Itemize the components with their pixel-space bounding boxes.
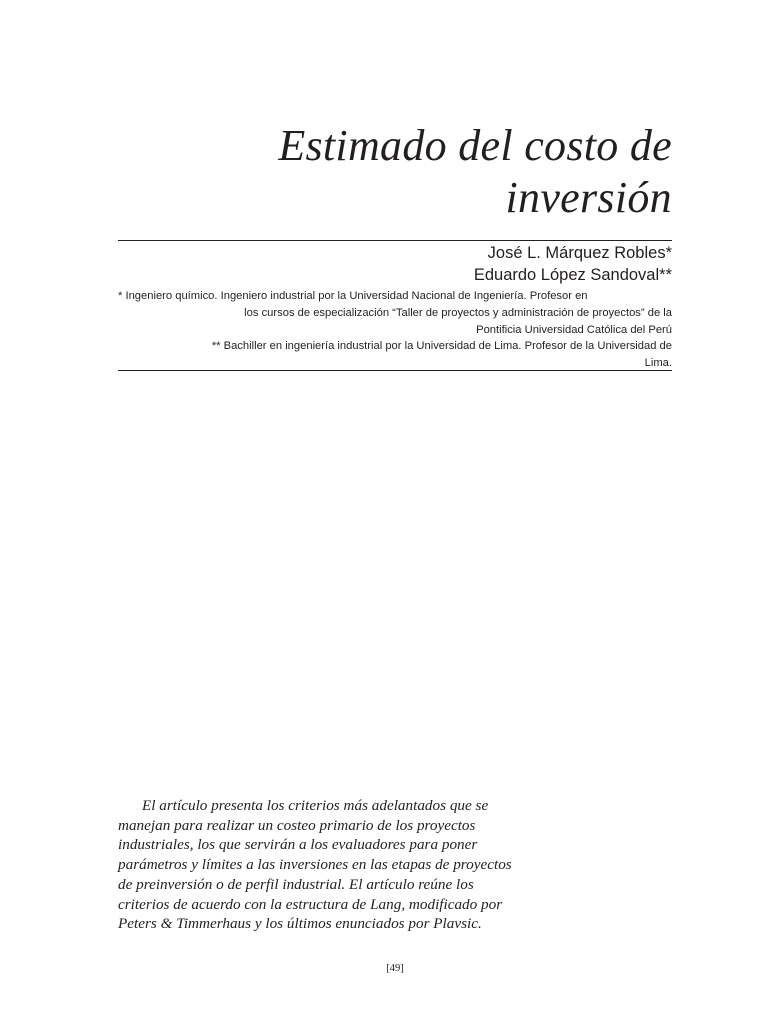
top-divider [118,240,672,241]
author-2: Eduardo López Sandoval** [473,266,672,284]
affiliation-first-line-2: los cursos de especialización “Taller de proyectos y administración de proyectos” de la [244,307,672,319]
abstract-line-4: parámetros y límites a las inversiones en las etapas de proyectos [118,856,512,874]
abstract-line-2: manejan para realizar un costeo primario de los proyectos [118,816,476,834]
article-title [118,120,672,224]
abstract-line-1: El artículo presenta los criterios más adelantados que se [142,797,489,814]
article-title-line-2: inversión [505,173,672,222]
article-title-line-1: Estimado del costo de [278,121,672,170]
affiliation-second [118,338,672,372]
affiliation-first [118,288,672,339]
page-number: [49] [386,963,404,974]
author-list [118,242,672,286]
abstract-line-7: Peters & Timmerhaus y los últimos enunciados por Plavsic. [118,915,482,933]
abstract-line-6: criterios de acuerdo con la estructura de Lang, modificado por [118,895,503,913]
affiliation-first-line-1: * Ingeniero químico. Ingeniero industrial por la Universidad Nacional de Ingeniería. Profesor en [118,290,588,302]
affiliation-first-line-3: Pontificia Universidad Católica del Perú [476,324,672,336]
affiliation-second-line-2: Lima. [644,357,672,369]
bottom-divider [118,370,672,371]
abstract [118,796,638,934]
author-1: José L. Márquez Robles* [487,244,672,262]
abstract-line-5: de preinversión o de perfil industrial. El artículo reúne los [118,875,474,893]
affiliation-second-line-1: ** Bachiller en ingeniería industrial por la Universidad de Lima. Profesor de la Universidad de [211,340,672,352]
abstract-line-3: industriales, los que servirán a los evaluadores para poner [118,836,478,854]
